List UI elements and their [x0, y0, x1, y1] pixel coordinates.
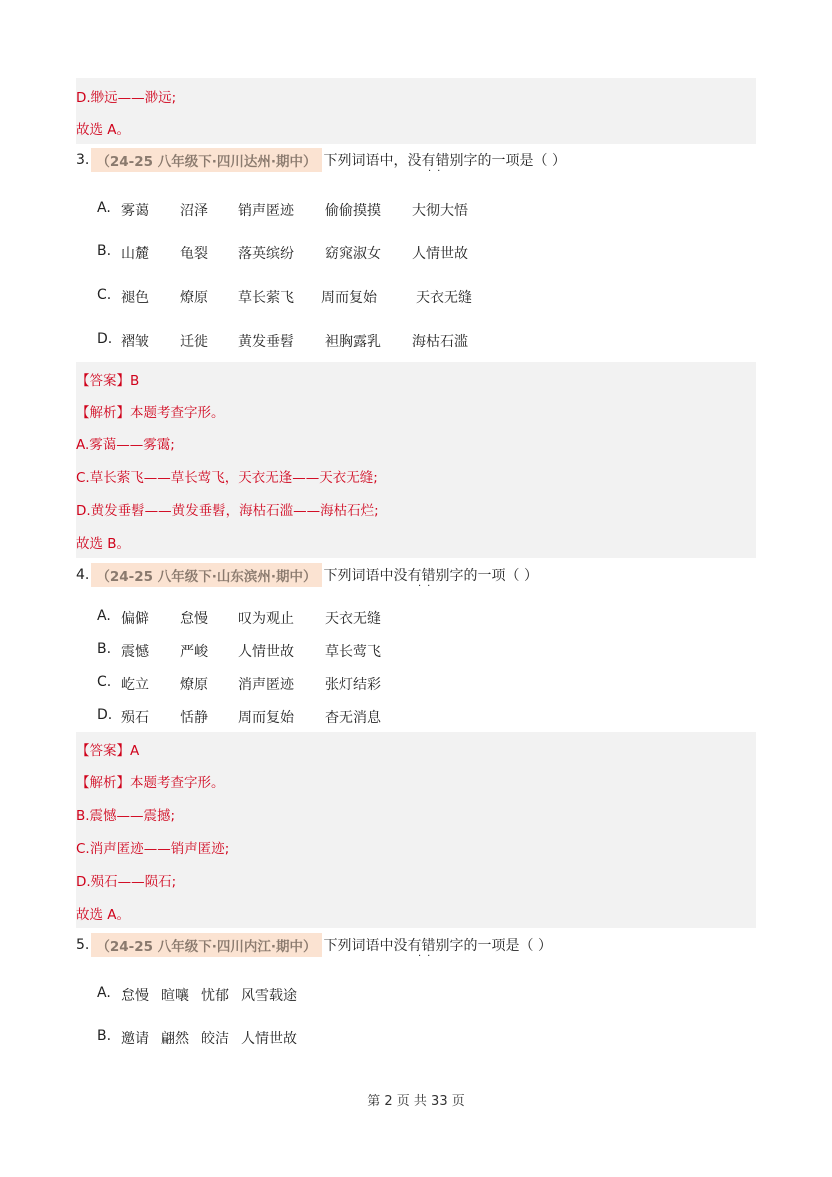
option-word: 山麓: [121, 246, 149, 262]
q4-analysis: 【解析】本题考查字形。: [76, 775, 225, 791]
option-word: 杳无消息: [325, 710, 381, 726]
option-word: 怠慢: [121, 988, 149, 1004]
question-4-number: 4.: [76, 567, 90, 583]
q4-note: C.消声匿迹——销声匿迹;: [76, 841, 230, 857]
option-label: D.: [97, 707, 113, 723]
q4-choice: 故选 A。: [76, 907, 131, 923]
option-word: 褪色: [121, 290, 149, 306]
option-word: 草长莺飞: [325, 644, 381, 660]
q3-answer: 【答案】B: [76, 373, 140, 389]
option-word: 偏僻: [121, 611, 149, 627]
emphasis-dots: ··: [418, 581, 437, 592]
option-word: 忧郁: [201, 988, 229, 1004]
option-word: 张灯结彩: [325, 677, 381, 693]
q4-answer: 【答案】A: [76, 743, 140, 759]
option-word: 袒胸露乳: [325, 334, 381, 350]
q4-note: D.殒石——陨石;: [76, 874, 177, 890]
option-word: 黄发垂髫: [238, 334, 294, 350]
option-word: 落英缤纷: [238, 246, 294, 262]
option-label: B.: [97, 1028, 112, 1044]
option-word: 邀请: [121, 1031, 149, 1047]
option-word: 天衣无缝: [325, 611, 381, 627]
option-word: 人情世故: [412, 246, 468, 262]
option-word: 草长萦飞: [238, 290, 294, 306]
option-label: C.: [97, 287, 112, 303]
emphasis-dots: ··: [418, 951, 437, 962]
option-word: 怠慢: [180, 611, 208, 627]
option-label: A.: [97, 985, 111, 1001]
option-word: 人情世故: [241, 1031, 297, 1047]
question-5-stem: 下列词语中没有错别字的一项是（ ）: [323, 938, 552, 954]
prev-choice: 故选 A。: [76, 122, 131, 138]
option-word: 迁徙: [180, 334, 208, 350]
option-word: 周而复始: [238, 710, 294, 726]
question-3-number: 3.: [76, 152, 90, 168]
prev-answer-box: [76, 78, 756, 144]
option-word: 风雪载途: [241, 988, 297, 1004]
option-word: 燎原: [180, 290, 208, 306]
question-3-header: [76, 148, 566, 172]
option-word: 翩然: [161, 1031, 189, 1047]
option-word: 沼泽: [180, 203, 208, 219]
question-5-source-tag: （24-25 八年级下·四川内江·期中）: [91, 933, 321, 957]
option-label: B.: [97, 243, 112, 259]
question-5-number: 5.: [76, 937, 90, 953]
option-word: 皎洁: [201, 1031, 229, 1047]
option-word: 雾蔼: [121, 203, 149, 219]
question-3-stem: 下列词语中，没有错别字的一项是（ ）: [323, 153, 566, 169]
option-word: 销声匿迹: [238, 203, 294, 219]
q3-note: D.黄发垂髫——黄发垂髫，海枯石滥——海枯石烂;: [76, 503, 379, 519]
q3-note: C.草长萦飞——草长莺飞，天衣无逢——天衣无缝;: [76, 470, 378, 486]
option-word: 殒石: [121, 710, 149, 726]
question-4-stem: 下列词语中没有错别字的一项（ ）: [323, 568, 538, 584]
q3-choice: 故选 B。: [76, 536, 131, 552]
option-label: A.: [97, 200, 111, 216]
option-word: 海枯石滥: [412, 334, 468, 350]
q3-note: A.雾蔼——雾霭;: [76, 437, 175, 453]
prev-note-d: D.缈远——渺远;: [76, 90, 177, 106]
option-word: 偷偷摸摸: [325, 203, 381, 219]
option-word: 恬静: [180, 710, 208, 726]
option-word: 褶皱: [121, 334, 149, 350]
option-word: 严峻: [180, 644, 208, 660]
q4-note: B.震憾——震撼;: [76, 808, 176, 824]
option-word: 天衣无缝: [416, 290, 472, 306]
option-word: 燎原: [180, 677, 208, 693]
q4-answer-box: [76, 732, 756, 928]
question-4-source-tag: （24-25 八年级下·山东滨州·期中）: [91, 563, 321, 587]
emphasis-dots: ··: [428, 166, 447, 177]
option-word: 大彻大悟: [412, 203, 468, 219]
option-label: D.: [97, 331, 113, 347]
q3-answer-box: [76, 362, 756, 558]
option-word: 震憾: [121, 644, 149, 660]
option-word: 龟裂: [180, 246, 208, 262]
option-word: 暄嚷: [161, 988, 189, 1004]
option-word: 人情世故: [238, 644, 294, 660]
option-word: 叹为观止: [238, 611, 294, 627]
option-word: 屹立: [121, 677, 149, 693]
option-label: B.: [97, 641, 112, 657]
option-word: 窈窕淑女: [325, 246, 381, 262]
option-label: A.: [97, 608, 111, 624]
question-3-source-tag: （24-25 八年级下·四川达州·期中）: [91, 148, 321, 172]
q3-analysis: 【解析】本题考查字形。: [76, 405, 225, 421]
option-label: C.: [97, 674, 112, 690]
question-4-header: [76, 563, 538, 587]
option-word: 周而复始: [321, 290, 377, 306]
question-5-header: [76, 933, 552, 957]
option-word: 消声匿迹: [238, 677, 294, 693]
page-footer: 第 2 页 共 33 页: [367, 1094, 465, 1109]
